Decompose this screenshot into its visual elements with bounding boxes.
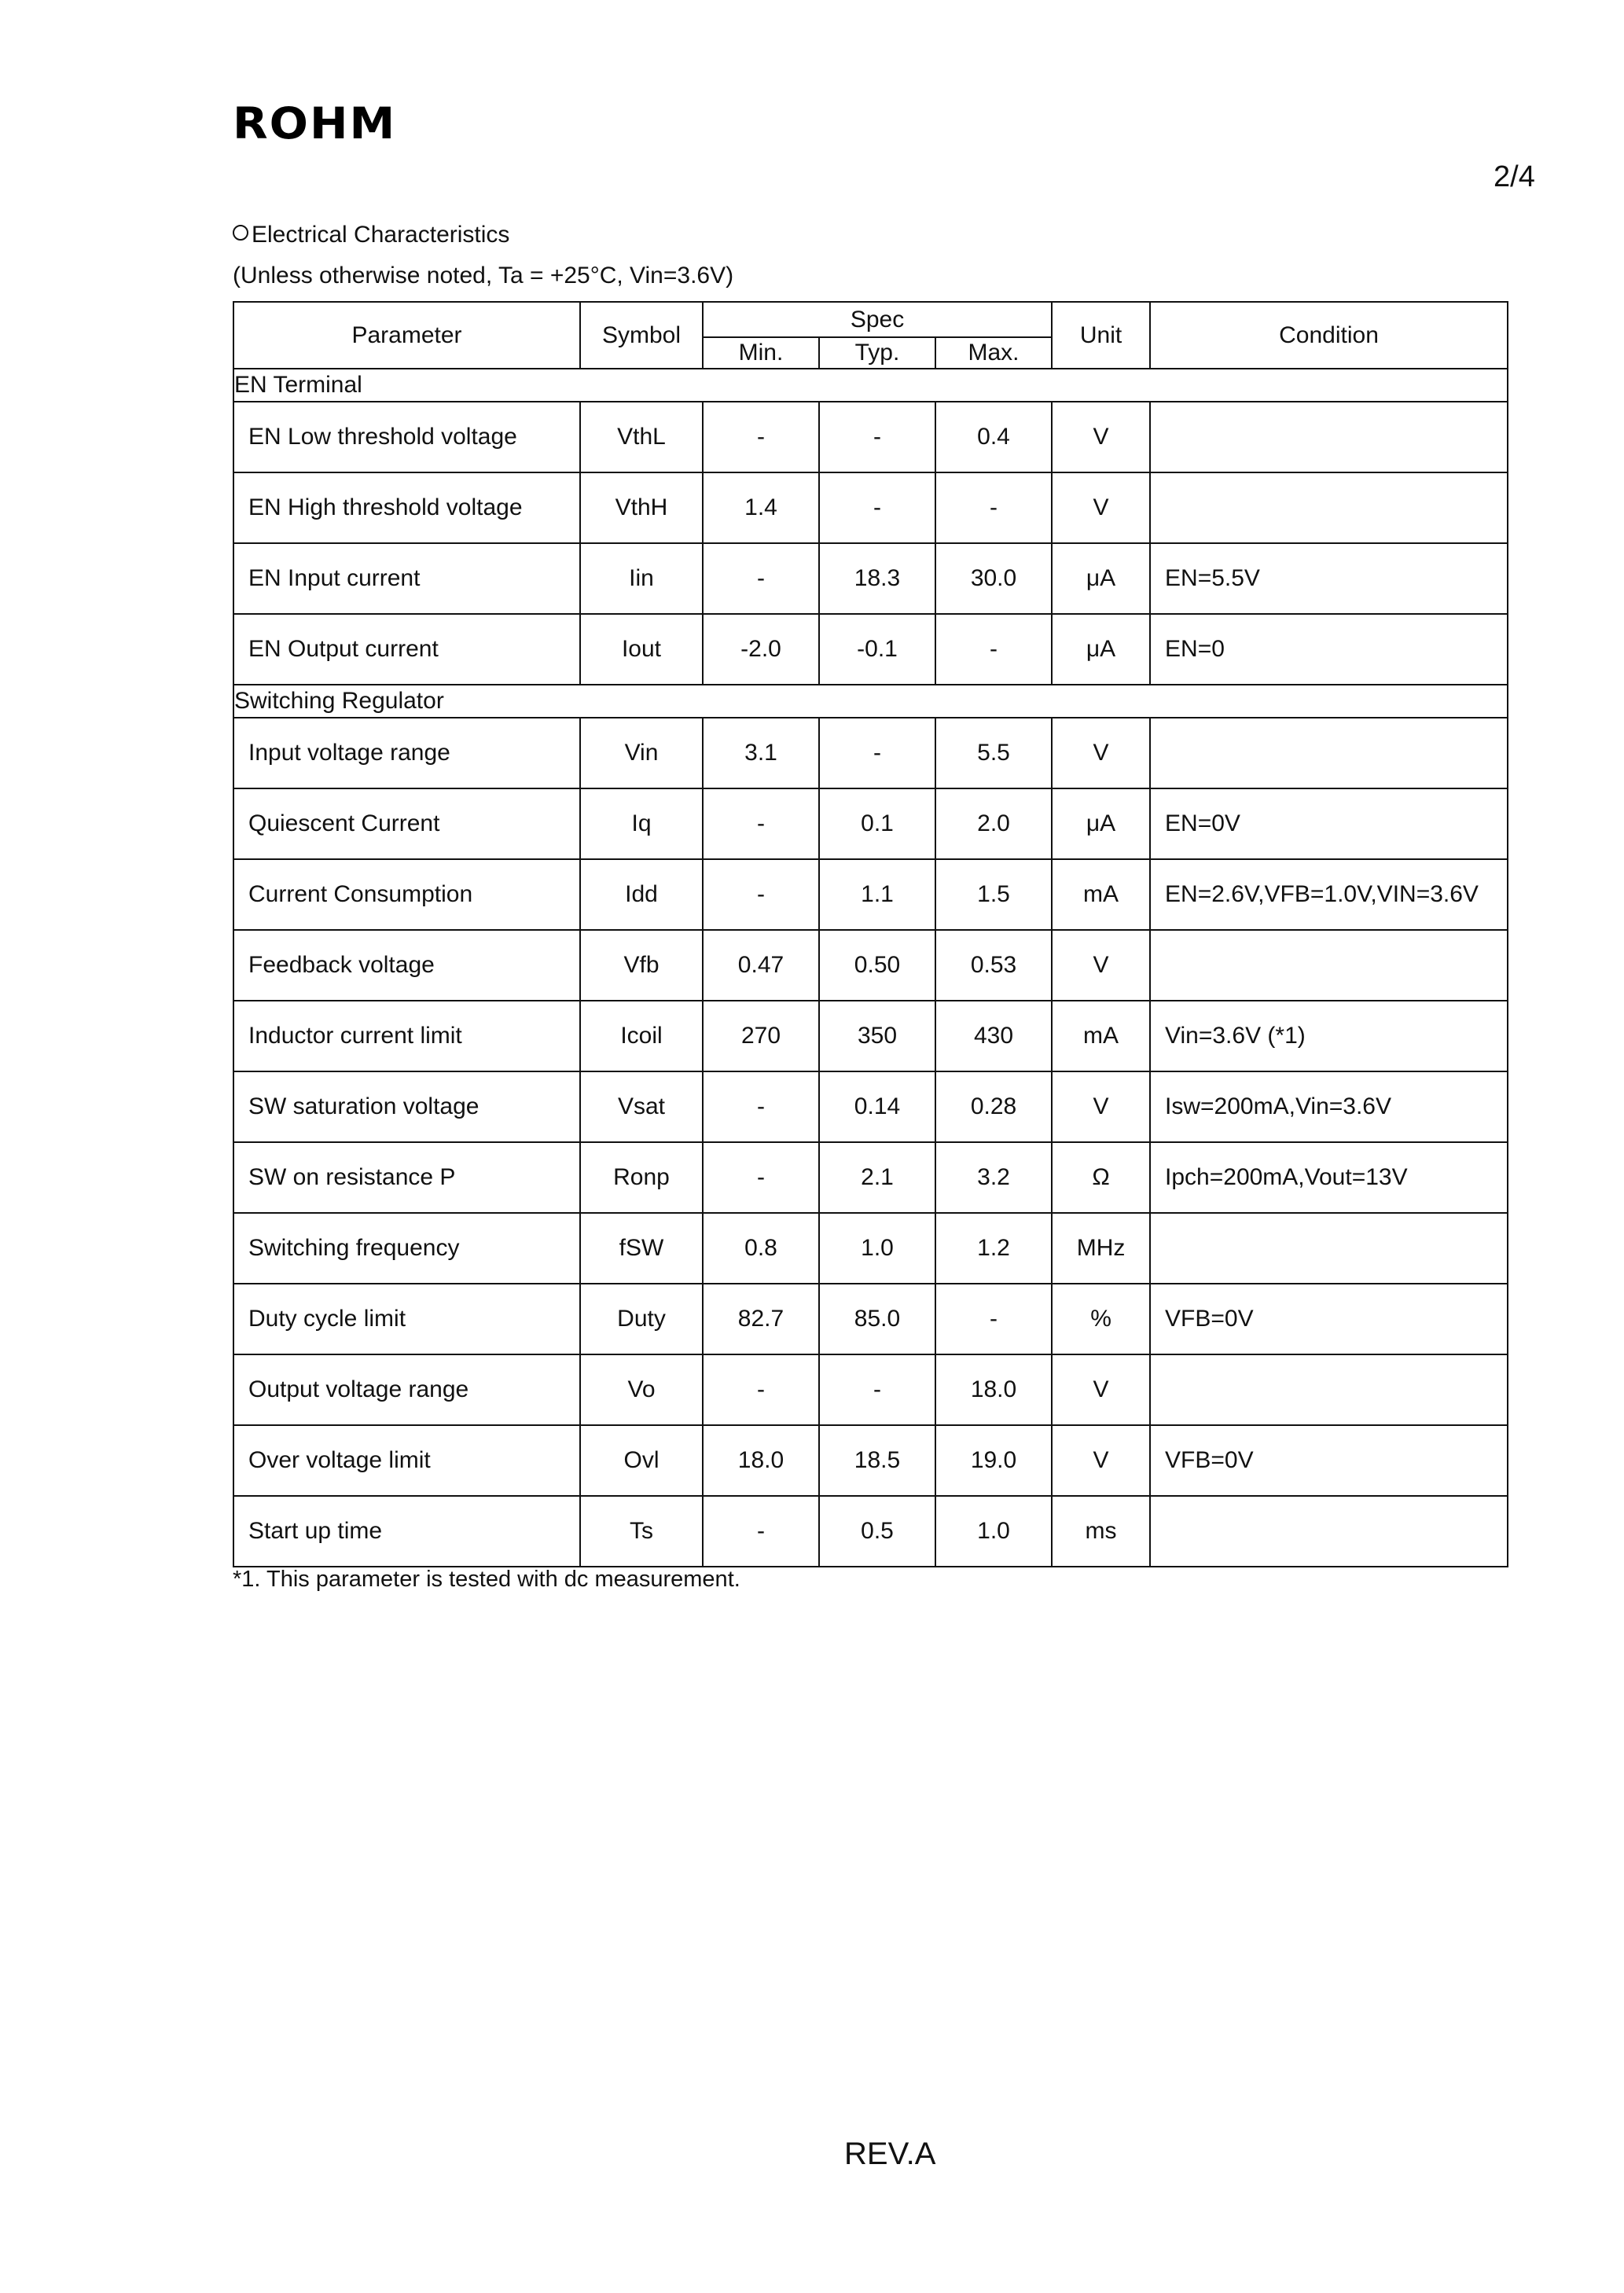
section-title-text: Electrical Characteristics [252,222,510,248]
cell-max: 430 [935,1001,1052,1071]
cell-max: 19.0 [935,1425,1052,1496]
header-spec: Spec [703,302,1052,337]
cell-unit: V [1052,718,1150,788]
footnote: *1. This parameter is tested with dc measurement. [233,1567,740,1592]
cell-parameter: Quiescent Current [233,788,580,859]
cell-min: 18.0 [703,1425,819,1496]
cell-min: 0.8 [703,1213,819,1284]
header-typ: Typ. [819,337,935,369]
cell-max: 30.0 [935,543,1052,614]
cell-typ: 0.50 [819,930,935,1001]
cell-condition [1150,718,1508,788]
rohm-logo: ROHM [233,97,397,149]
cell-symbol: Ronp [580,1142,703,1213]
cell-max: 0.4 [935,402,1052,472]
cell-typ: 350 [819,1001,935,1071]
table-row [233,1425,1508,1496]
cell-parameter: SW saturation voltage [233,1071,580,1142]
header-symbol: Symbol [580,302,703,369]
section-header-row [233,369,1508,402]
cell-min: - [703,859,819,930]
cell-min: - [703,1142,819,1213]
page-number: 2/4 [1494,160,1535,193]
table-row [233,1001,1508,1071]
section-header: Switching Regulator [233,685,1508,718]
header-unit: Unit [1052,302,1150,369]
cell-symbol: VthH [580,472,703,543]
cell-min: - [703,1071,819,1142]
cell-typ: 18.3 [819,543,935,614]
cell-unit: ms [1052,1496,1150,1567]
cell-typ: 2.1 [819,1142,935,1213]
cell-min: 1.4 [703,472,819,543]
table-row [233,1142,1508,1213]
cell-parameter: EN Low threshold voltage [233,402,580,472]
cell-typ: 0.1 [819,788,935,859]
cell-min: - [703,788,819,859]
table-row [233,543,1508,614]
cell-condition: EN=0V [1150,788,1508,859]
electrical-characteristics-table [233,301,1508,1567]
cell-unit: Ω [1052,1142,1150,1213]
cell-max: 2.0 [935,788,1052,859]
cell-parameter: Current Consumption [233,859,580,930]
cell-symbol: fSW [580,1213,703,1284]
table-row [233,1213,1508,1284]
header-parameter: Parameter [233,302,580,369]
cell-max: - [935,614,1052,685]
cell-max: 5.5 [935,718,1052,788]
cell-condition: VFB=0V [1150,1284,1508,1354]
cell-condition [1150,1354,1508,1425]
cell-min: 82.7 [703,1284,819,1354]
cell-symbol: Duty [580,1284,703,1354]
cell-unit: V [1052,930,1150,1001]
circle-bullet-icon [233,225,248,241]
cell-condition [1150,1496,1508,1567]
cell-parameter: EN Output current [233,614,580,685]
cell-condition [1150,402,1508,472]
test-conditions: (Unless otherwise noted, Ta = +25°C, Vin=3.6V) [233,263,734,288]
cell-max: 3.2 [935,1142,1052,1213]
cell-symbol: Iq [580,788,703,859]
cell-max: 1.2 [935,1213,1052,1284]
cell-unit: MHz [1052,1213,1150,1284]
cell-unit: mA [1052,1001,1150,1071]
table-body [233,369,1508,1567]
header-condition: Condition [1150,302,1508,369]
cell-parameter: EN Input current [233,543,580,614]
cell-symbol: Iin [580,543,703,614]
cell-parameter: Inductor current limit [233,1001,580,1071]
section-header-row [233,685,1508,718]
cell-min: - [703,1496,819,1567]
cell-min: - [703,543,819,614]
cell-unit: V [1052,1425,1150,1496]
table-row [233,930,1508,1001]
cell-symbol: Vo [580,1354,703,1425]
cell-typ: 18.5 [819,1425,935,1496]
cell-max: 0.28 [935,1071,1052,1142]
cell-condition [1150,1213,1508,1284]
table-row [233,614,1508,685]
cell-min: -2.0 [703,614,819,685]
cell-condition [1150,930,1508,1001]
cell-condition: VFB=0V [1150,1425,1508,1496]
cell-condition: Vin=3.6V (*1) [1150,1001,1508,1071]
cell-typ: 85.0 [819,1284,935,1354]
table-row [233,859,1508,930]
cell-symbol: Vfb [580,930,703,1001]
cell-parameter: Duty cycle limit [233,1284,580,1354]
cell-parameter: Output voltage range [233,1354,580,1425]
table-row [233,788,1508,859]
cell-unit: % [1052,1284,1150,1354]
cell-symbol: Idd [580,859,703,930]
table-row [233,402,1508,472]
cell-max: - [935,1284,1052,1354]
cell-condition: EN=0 [1150,614,1508,685]
cell-max: 0.53 [935,930,1052,1001]
cell-parameter: EN High threshold voltage [233,472,580,543]
cell-typ: - [819,1354,935,1425]
table-row [233,472,1508,543]
cell-condition: EN=5.5V [1150,543,1508,614]
table-row [233,718,1508,788]
table-row [233,1354,1508,1425]
cell-unit: V [1052,1071,1150,1142]
cell-unit: μA [1052,788,1150,859]
cell-typ: - [819,472,935,543]
cell-condition: Ipch=200mA,Vout=13V [1150,1142,1508,1213]
cell-unit: μA [1052,614,1150,685]
cell-typ: 1.1 [819,859,935,930]
cell-unit: V [1052,402,1150,472]
cell-min: - [703,402,819,472]
cell-symbol: Vin [580,718,703,788]
cell-typ: - [819,718,935,788]
cell-symbol: Vsat [580,1071,703,1142]
table-row [233,1496,1508,1567]
cell-min: 3.1 [703,718,819,788]
header-min: Min. [703,337,819,369]
cell-parameter: Switching frequency [233,1213,580,1284]
cell-unit: mA [1052,859,1150,930]
cell-symbol: VthL [580,402,703,472]
cell-max: 1.0 [935,1496,1052,1567]
cell-max: - [935,472,1052,543]
cell-typ: 1.0 [819,1213,935,1284]
cell-unit: μA [1052,543,1150,614]
cell-parameter: Feedback voltage [233,930,580,1001]
cell-typ: 0.5 [819,1496,935,1567]
cell-parameter: Input voltage range [233,718,580,788]
cell-condition: EN=2.6V,VFB=1.0V,VIN=3.6V [1150,859,1508,930]
cell-unit: V [1052,1354,1150,1425]
cell-unit: V [1052,472,1150,543]
cell-max: 18.0 [935,1354,1052,1425]
cell-min: - [703,1354,819,1425]
table-row [233,1071,1508,1142]
table-row [233,1284,1508,1354]
cell-parameter: Start up time [233,1496,580,1567]
cell-symbol: Icoil [580,1001,703,1071]
cell-min: 0.47 [703,930,819,1001]
cell-typ: 0.14 [819,1071,935,1142]
cell-min: 270 [703,1001,819,1071]
cell-symbol: Ts [580,1496,703,1567]
header-max: Max. [935,337,1052,369]
cell-parameter: SW on resistance P [233,1142,580,1213]
section-title [233,223,509,247]
cell-typ: -0.1 [819,614,935,685]
cell-symbol: Ovl [580,1425,703,1496]
cell-condition: Isw=200mA,Vin=3.6V [1150,1071,1508,1142]
section-header: EN Terminal [233,369,1508,402]
cell-condition [1150,472,1508,543]
cell-max: 1.5 [935,859,1052,930]
cell-typ: - [819,402,935,472]
revision-label: REV.A [844,2137,936,2171]
cell-parameter: Over voltage limit [233,1425,580,1496]
cell-symbol: Iout [580,614,703,685]
